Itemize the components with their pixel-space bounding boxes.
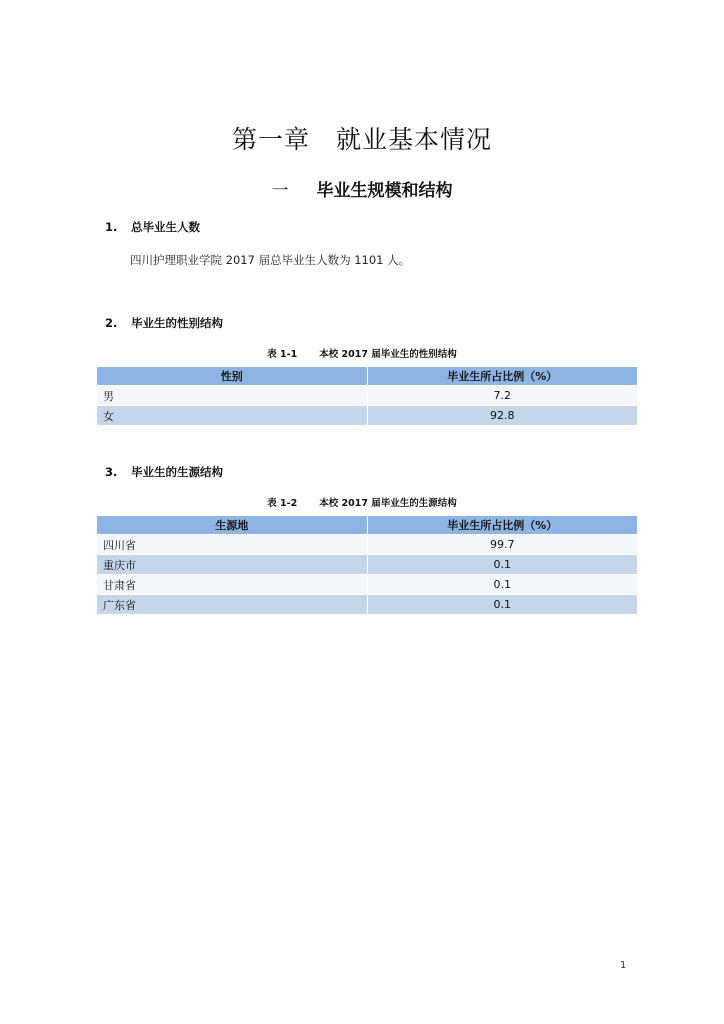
table-cell-label: 广东省 [97,595,367,615]
heading-number: 3. [105,465,118,479]
table-cell-value: 0.1 [367,575,637,595]
table1-caption-title: 本校 2017 届毕业生的性别结构 [319,349,457,360]
total-graduates-paragraph: 四川护理职业学院 2017 届总毕业生人数为 1101 人。 [130,253,411,267]
table2-caption-title: 本校 2017 届毕业生的生源结构 [319,498,457,509]
heading-text: 总毕业生人数 [131,220,200,234]
heading-number: 2. [105,316,118,330]
table-cell-label: 四川省 [97,535,367,555]
table-header-cell: 生源地 [97,516,367,535]
heading-number: 1. [105,220,118,234]
table-header-cell: 性别 [97,367,367,386]
section-title [0,176,724,201]
table-header-cell: 毕业生所占比例（%） [367,367,637,386]
table-header-row [97,367,637,386]
heading-text: 毕业生的生源结构 [131,465,223,479]
table-cell-label: 重庆市 [97,555,367,575]
table-cell-label: 男 [97,386,367,406]
section-number: 一 [271,181,289,201]
table-row [97,575,637,595]
table-row [97,535,637,555]
table-cell-label: 女 [97,406,367,426]
table-cell-label: 甘肃省 [97,575,367,595]
table-row [97,406,637,426]
table-cell-value: 92.8 [367,406,637,426]
table-row [97,386,637,406]
table-cell-value: 0.1 [367,595,637,615]
page-number: 1 [620,960,627,971]
table2-caption [0,495,724,509]
section-title-text: 毕业生规模和结构 [316,181,453,201]
table1-caption-number: 表 1-1 [267,349,298,360]
table-cell-value: 0.1 [367,555,637,575]
table-row [97,595,637,615]
heading-text: 毕业生的性别结构 [131,316,223,330]
table-header-cell: 毕业生所占比例（%） [367,516,637,535]
table-header-row [97,516,637,535]
table1-caption [0,346,724,360]
origin-structure-table [97,516,637,614]
heading-gender-structure [105,315,223,331]
heading-total-graduates [105,219,200,235]
table-cell-value: 99.7 [367,535,637,555]
heading-origin-structure [105,464,223,480]
table-cell-value: 7.2 [367,386,637,406]
chapter-title: 第一章 就业基本情况 [231,125,492,154]
table2-caption-number: 表 1-2 [267,498,298,509]
gender-structure-table [97,367,637,425]
table-row [97,555,637,575]
